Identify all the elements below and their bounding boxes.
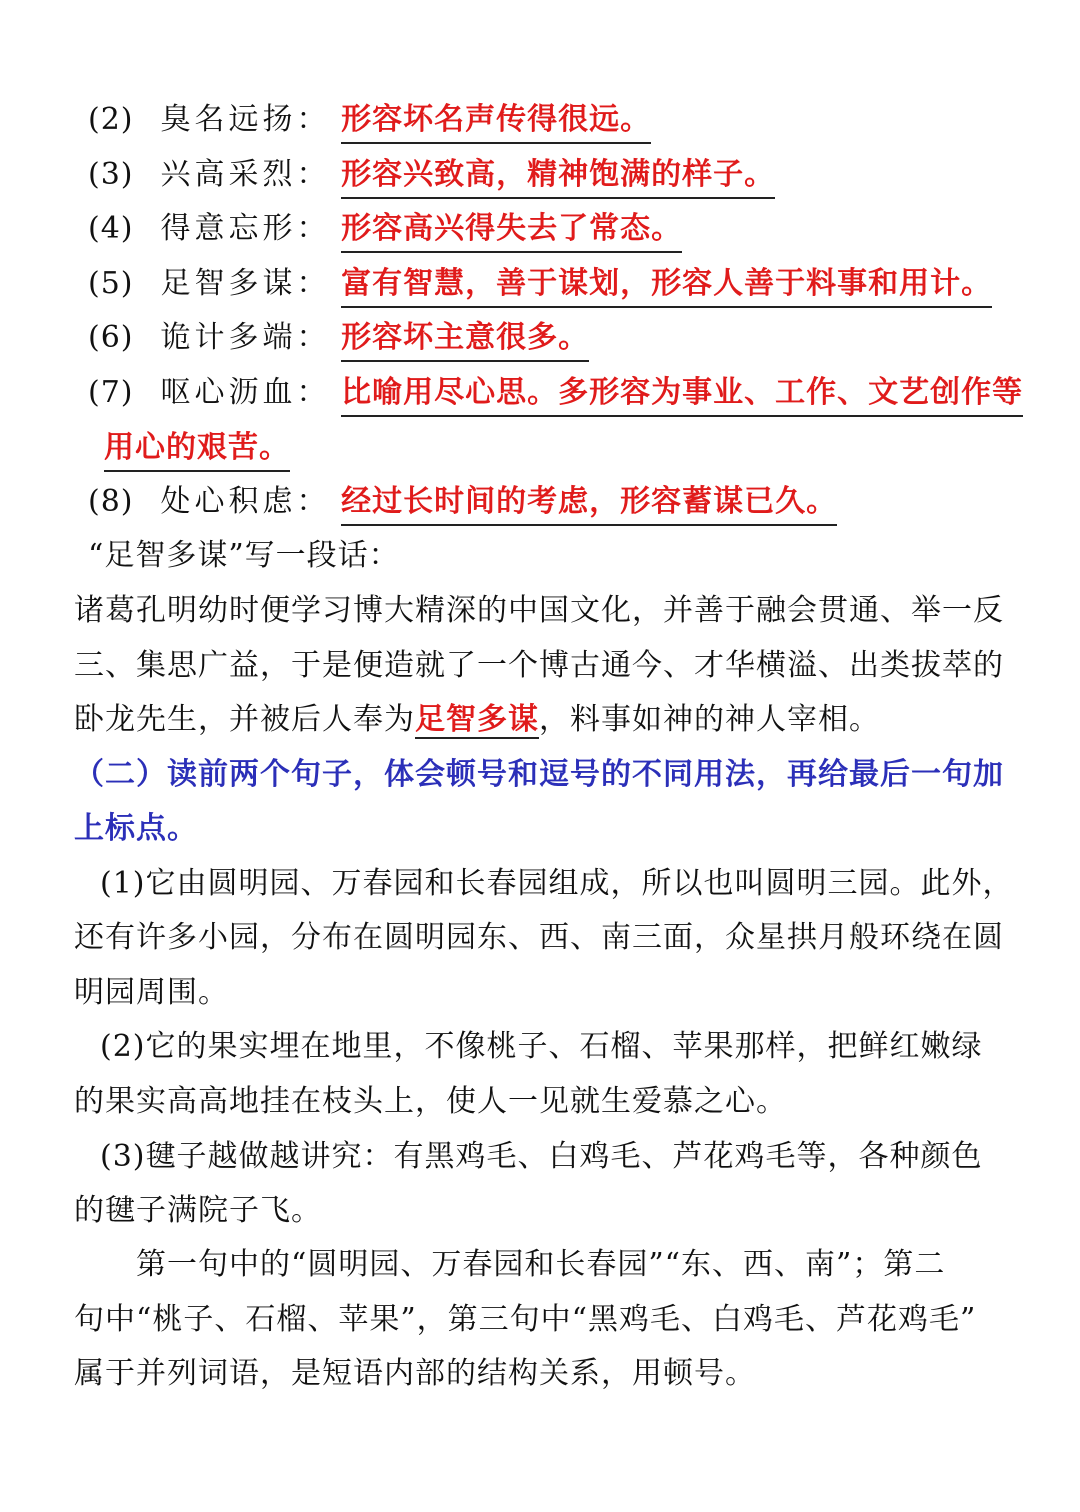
idiom-item xyxy=(74,100,1014,144)
sentence-line: (1)它由圆明园、万春园和长春园组成，所以也叫圆明三园。此外， xyxy=(100,866,1014,901)
idiom-answer: 用心的艰苦。 xyxy=(104,428,290,472)
idiom-number: (6) xyxy=(88,320,134,355)
paragraph-line: 诸葛孔明幼时便学习博大精深的中国文化，并善于融会贯通、举一反 xyxy=(74,593,1004,628)
idiom-answer-continuation xyxy=(74,428,1014,472)
section-heading: （二）读前两个句子，体会顿号和逗号的不同用法，再给最后一句加 xyxy=(74,757,1004,792)
idiom-answer: 富有智慧，善于谋划，形容人善于料事和用计。 xyxy=(341,264,992,308)
idiom-number: (3) xyxy=(88,157,134,192)
idiom-item xyxy=(74,482,1014,526)
explanation-line: 句中“桃子、石榴、苹果”，第三句中“黑鸡毛、白鸡毛、芦花鸡毛” xyxy=(74,1302,977,1337)
paragraph-text: 卧龙先生，并被后人奉为 xyxy=(74,702,415,737)
idiom-number: (8) xyxy=(88,484,134,519)
idiom-term: 足智多谋： xyxy=(160,266,331,301)
idiom-term: 呕心沥血： xyxy=(160,375,331,410)
idiom-answer: 形容兴致高，精神饱满的样子。 xyxy=(341,155,775,199)
sentence-line: 的果实高高地挂在枝头上，使人一见就生爱慕之心。 xyxy=(74,1084,787,1119)
sentence-line: 还有许多小园，分布在圆明园东、西、南三面，众星拱月般环绕在圆 xyxy=(74,920,1004,955)
idiom-number: (4) xyxy=(88,211,134,246)
explanation-line: 属于并列词语，是短语内部的结构关系，用顿号。 xyxy=(74,1356,756,1391)
sentence-line: (2)它的果实埋在地里，不像桃子、石榴、苹果那样，把鲜红嫩绿 xyxy=(100,1029,983,1064)
highlighted-idiom: 足智多谋 xyxy=(415,702,539,737)
idiom-answer: 经过长时间的考虑，形容蓄谋已久。 xyxy=(341,482,837,526)
idiom-answer: 形容高兴得失去了常态。 xyxy=(341,209,682,253)
idiom-number: (7) xyxy=(88,375,134,410)
paragraph-text: ，料事如神的神人宰相。 xyxy=(539,702,880,737)
idiom-term: 诡计多端： xyxy=(160,320,331,355)
idiom-number: (5) xyxy=(88,266,134,301)
idiom-answer: 形容坏名声传得很远。 xyxy=(341,100,651,144)
sentence-line: (3)毽子越做越讲究：有黑鸡毛、白鸡毛、芦花鸡毛等，各种颜色 xyxy=(100,1139,983,1174)
idiom-term: 处心积虑： xyxy=(160,484,331,519)
paragraph-line xyxy=(74,700,1014,740)
idiom-item xyxy=(74,373,1024,417)
idiom-term: 兴高采烈： xyxy=(160,157,331,192)
idiom-item xyxy=(74,264,1014,308)
paragraph-line: 三、集思广益，于是便造就了一个博古通今、才华横溢、出类拔萃的 xyxy=(74,648,1004,683)
explanation-line: 第一句中的“圆明园、万春园和长春园”“东、西、南”；第二 xyxy=(136,1247,946,1282)
idiom-answer: 比喻用尽心思。多形容为事业、工作、文艺创作等 xyxy=(341,373,1023,417)
idiom-term: 臭名远扬： xyxy=(160,102,331,137)
section-heading: 上标点。 xyxy=(74,811,198,846)
sentence-line: 的毽子满院子飞。 xyxy=(74,1193,322,1228)
idiom-number: (2) xyxy=(88,102,134,137)
sentence-line: 明园周围。 xyxy=(74,975,229,1010)
idiom-item xyxy=(74,209,1014,253)
idiom-term: 得意忘形： xyxy=(160,211,331,246)
idiom-item xyxy=(74,155,1014,199)
paragraph-prompt: “足智多谋”写一段话： xyxy=(88,538,400,573)
idiom-answer: 形容坏主意很多。 xyxy=(341,318,589,362)
idiom-item xyxy=(74,318,1014,362)
